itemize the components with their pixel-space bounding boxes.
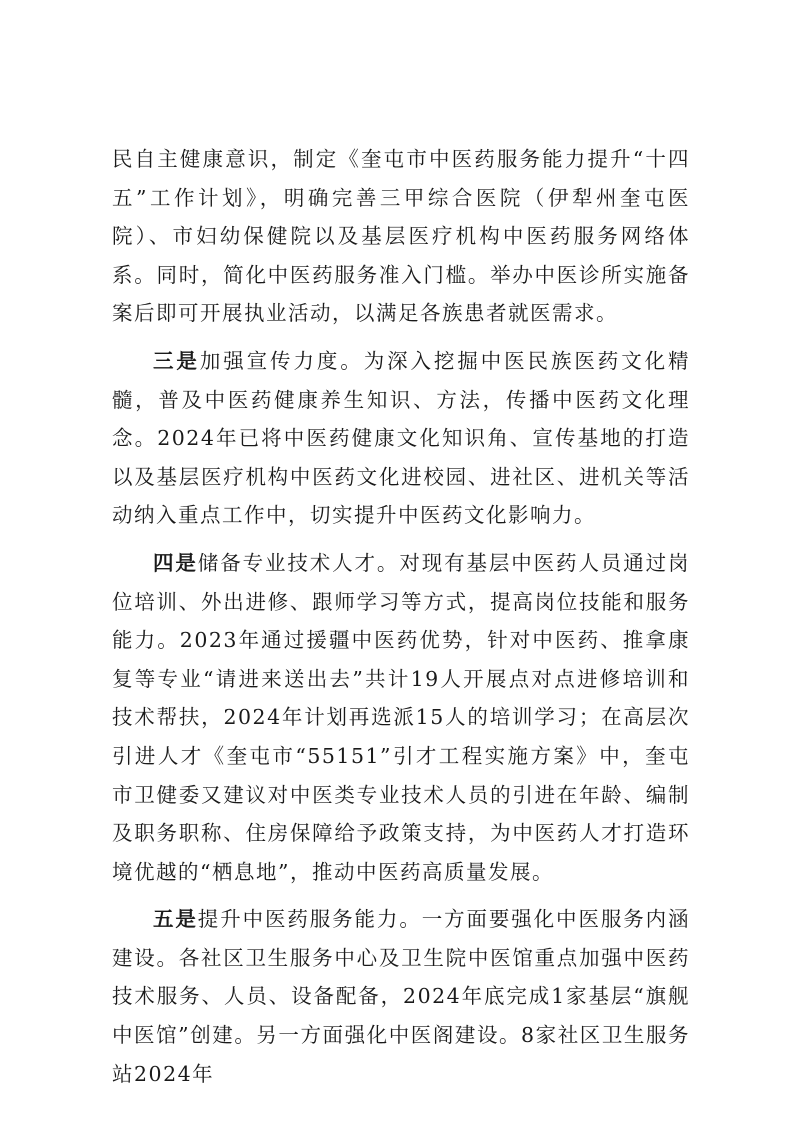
paragraph-four bbox=[112, 544, 690, 891]
paragraph-lead: 三是 bbox=[153, 348, 200, 373]
paragraph-text: 民自主健康意识，制定《奎屯市中医药服务能力提升“十四五”工作计划》，明确完善三甲综合医院（伊犁州奎屯医院）、市妇幼保健院以及基层医疗机构中医药服务网络体系。同时，简化中医药服务准入门槛。举办中医诊所实施备案后即可开展执业活动，以满足各族患者就医需求。 bbox=[112, 147, 690, 326]
document-body bbox=[112, 140, 690, 1093]
paragraph-three bbox=[112, 342, 690, 535]
paragraph-text: 加强宣传力度。为深入挖掘中医民族医药文化精髓，普及中医药健康养生知识、方法，传播中医药文化理念。2024年已将中医药健康文化知识角、宣传基地的打造以及基层医疗机构中医药文化进校园、进社区、进机关等活动纳入重点工作中，切实提升中医药文化影响力。 bbox=[112, 348, 691, 528]
paragraph-text: 提升中医药服务能力。一方面要强化中医服务内涵建设。各社区卫生服务中心及卫生院中医馆重点加强中医药技术服务、人员、设备配备，2024年底完成1家基层“旗舰中医馆”创建。另一方面强化中医阁建设。8家社区卫生服务站2024年 bbox=[112, 907, 691, 1086]
paragraph-lead: 四是 bbox=[153, 550, 198, 575]
paragraph-continued bbox=[112, 140, 690, 333]
paragraph-lead: 五是 bbox=[153, 907, 198, 932]
paragraph-text: 储备专业技术人才。对现有基层中医药人员通过岗位培训、外出进修、跟师学习等方式，提高岗位技能和服务能力。2023年通过援疆中医药优势，针对中医药、推拿康复等专业“请进来送出去”共计19人开展点对点进修培训和技术帮扶，2024年计划再选派15人的培训学习；在高层次引进人才《奎屯市“55151”引才工程实施方案》中，奎屯市卫健委又建议对中医类专业技术人员的引进在年龄、编制及职务职称、住房保障给予政策支持，为中医药人才打造环境优越的“栖息地”，推动中医药高质量发展。 bbox=[112, 550, 691, 884]
paragraph-five bbox=[112, 900, 690, 1093]
